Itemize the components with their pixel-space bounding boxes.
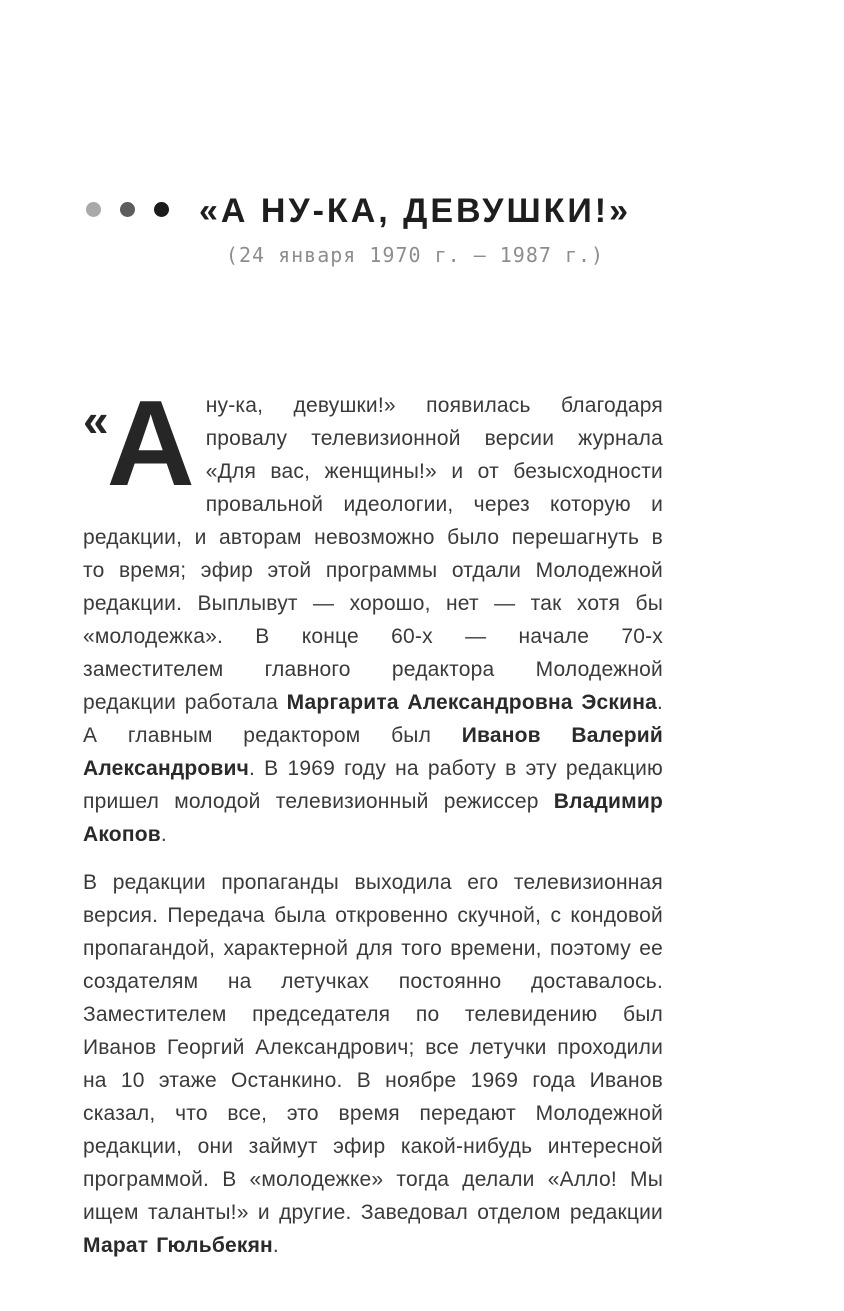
dot-medium-icon: [120, 202, 135, 217]
chapter-header: [0, 0, 844, 267]
dot-dark-icon: [154, 202, 169, 217]
chapter-titles: [199, 192, 631, 267]
dropcap-quote: «: [83, 394, 107, 447]
chapter-dots: [86, 202, 169, 217]
dropcap: [83, 375, 192, 512]
dot-light-icon: [86, 202, 101, 217]
dropcap-letter: А: [106, 375, 192, 512]
paragraph-2: [83, 866, 663, 1262]
chapter-title: «А НУ-КА, ДЕВУШКИ!»: [199, 192, 632, 230]
paragraph-1-text: ну-ка, девушки!» появилась благодаря провалу телевизионной версии журнала «Для вас, женщины!» и от безысходности провальной идеологии, через которую и редакции, и авторам невозможно было перешагнуть в то время; эфир этой программы отдали Молодежной редакции. Выплывут — хорошо, нет — так хотя бы «молодежка». В конце 60-х — начале 70-х заместителем главного редактора Молодежной редакции работала Маргарита Александровна Эскина. А главным редактором был Иванов Валерий Александрович. В 1969 году на работу в эту редакцию пришел молодой телевизионный режиссер Владимир Акопов.: [83, 394, 664, 847]
paragraph-1: [83, 375, 664, 851]
paragraph-2-text: В редакции пропаганды выходила его телевизионная версия. Передача была откровенно скучной, с кондовой пропагандой, характерной для того времени, поэтому ее создателям на летучках постоянно доставалось. Заместителем председателя по телевидению был Иванов Георгий Александрович; все летучки проходили на 10 этаже Останкино. В ноябре 1969 года Иванов сказал, что все, это время передают Молодежной редакции, они займут эфир какой-нибудь интересной программой. В «молодежке» тогда делали «Алло! Мы ищем таланты!» и другие. Заведовал отделом редакции Марат Гюльбекян.: [83, 871, 663, 1258]
page-body: [83, 375, 664, 1262]
chapter-subtitle: (24 января 1970 г. — 1987 г.): [225, 243, 605, 268]
